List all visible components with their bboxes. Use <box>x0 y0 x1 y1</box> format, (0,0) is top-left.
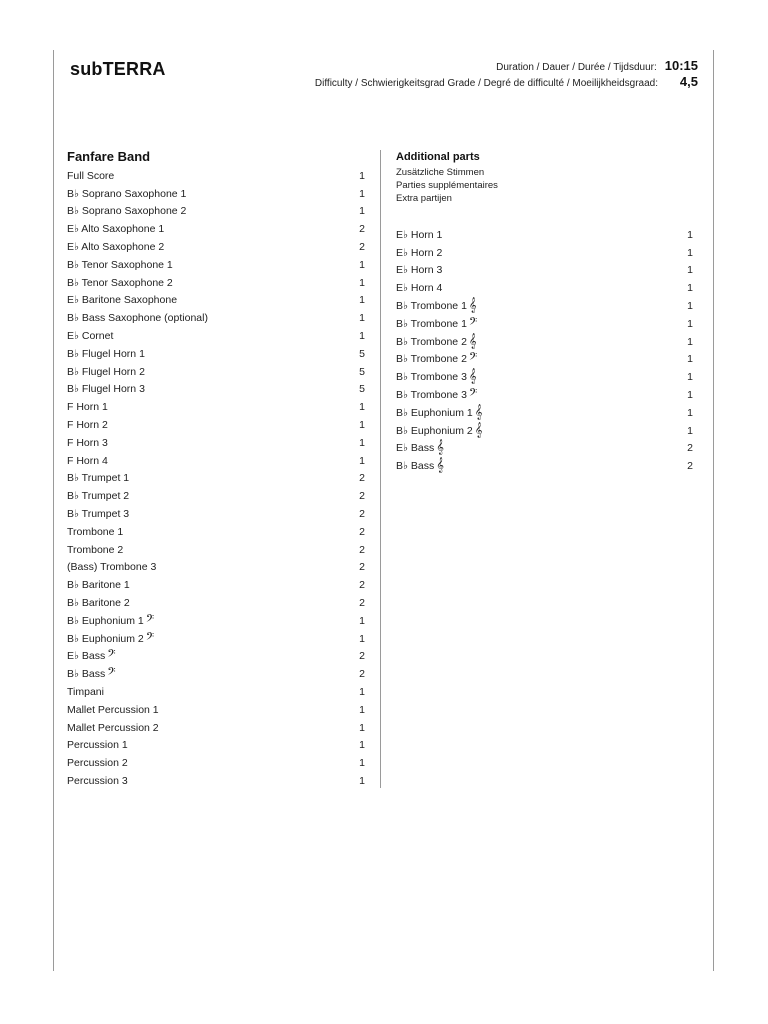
part-row <box>67 683 365 701</box>
part-name <box>67 775 128 787</box>
part-name <box>67 472 129 484</box>
part-name <box>67 611 155 627</box>
part-row <box>67 452 365 470</box>
part-quantity: 1 <box>359 258 365 271</box>
part-quantity: 5 <box>359 347 365 360</box>
part-name <box>396 386 478 402</box>
part-quantity: 1 <box>359 401 365 414</box>
part-quantity: 2 <box>359 223 365 236</box>
part-row <box>67 363 365 381</box>
part-label: E♭ Horn 2 <box>396 246 443 259</box>
bass-clef-icon: 𝄢 <box>468 386 478 402</box>
part-quantity: 1 <box>359 169 365 182</box>
bass-clef-icon: 𝄢 <box>145 611 155 627</box>
part-name <box>67 704 159 716</box>
part-name <box>396 368 477 384</box>
part-quantity: 1 <box>359 276 365 289</box>
part-quantity: 2 <box>359 561 365 574</box>
part-label: B♭ Flugel Horn 2 <box>67 365 145 378</box>
part-name <box>67 526 123 538</box>
part-name <box>67 330 113 342</box>
part-name <box>396 421 483 437</box>
treble-clef-icon: 𝄞 <box>468 332 477 348</box>
part-quantity: 1 <box>359 703 365 716</box>
part-label: F Horn 3 <box>67 436 108 449</box>
subtitle-dutch: Extra partijen <box>396 193 452 204</box>
treble-clef-icon: 𝄞 <box>468 297 477 313</box>
part-quantity: 1 <box>359 632 365 645</box>
part-row <box>67 470 365 488</box>
part-quantity: 2 <box>359 490 365 503</box>
part-label: B♭ Trombone 1 <box>396 300 467 313</box>
part-quantity: 2 <box>359 472 365 485</box>
part-name <box>396 297 477 313</box>
part-quantity: 1 <box>687 389 693 402</box>
part-quantity: 2 <box>359 543 365 556</box>
part-quantity: 1 <box>359 757 365 770</box>
part-quantity: 1 <box>687 371 693 384</box>
piece-meta <box>315 58 698 90</box>
part-row <box>67 220 365 238</box>
part-name <box>67 647 116 663</box>
part-name <box>67 188 186 200</box>
part-quantity: 2 <box>359 668 365 681</box>
part-quantity: 2 <box>359 525 365 538</box>
part-row <box>67 754 365 772</box>
part-quantity: 2 <box>359 579 365 592</box>
treble-clef-icon: 𝄞 <box>474 403 483 419</box>
part-label: B♭ Trumpet 1 <box>67 472 130 485</box>
part-label: E♭ Bass <box>67 650 106 663</box>
part-row <box>67 630 365 648</box>
part-quantity: 5 <box>359 383 365 396</box>
part-name <box>67 722 159 734</box>
part-label: (Bass) Trombone 3 <box>67 561 157 574</box>
part-row <box>67 309 365 327</box>
part-name <box>67 366 145 378</box>
part-label: B♭ Soprano Saxophone 2 <box>67 205 187 218</box>
part-row <box>396 315 693 333</box>
part-quantity: 1 <box>687 282 693 295</box>
part-quantity: 1 <box>359 739 365 752</box>
treble-clef-icon: 𝄞 <box>436 457 444 473</box>
part-label: E♭ Horn 3 <box>396 264 443 277</box>
part-name <box>67 739 128 751</box>
part-name <box>67 170 114 182</box>
part-row <box>67 665 365 683</box>
part-row <box>67 772 365 790</box>
part-name <box>67 437 108 449</box>
part-quantity: 2 <box>687 442 693 455</box>
treble-clef-icon: 𝄞 <box>468 368 477 384</box>
part-name <box>67 544 123 556</box>
part-row <box>396 333 693 351</box>
part-label: Full Score <box>67 169 115 182</box>
part-name <box>67 629 155 645</box>
part-quantity: 1 <box>359 721 365 734</box>
part-label: F Horn 1 <box>67 401 108 414</box>
part-quantity: 1 <box>359 614 365 627</box>
part-label: Mallet Percussion 1 <box>67 703 159 716</box>
part-row <box>396 297 693 315</box>
part-name <box>396 350 478 366</box>
part-quantity: 1 <box>687 317 693 330</box>
part-name <box>396 264 442 276</box>
part-label: F Horn 4 <box>67 454 108 467</box>
part-quantity: 5 <box>359 365 365 378</box>
part-name <box>67 508 129 520</box>
part-row <box>396 279 693 297</box>
bass-clef-icon: 𝄢 <box>468 314 478 330</box>
bass-clef-icon: 𝄢 <box>468 350 478 366</box>
part-row <box>396 351 693 369</box>
part-label: B♭ Euphonium 1 <box>67 614 144 627</box>
part-label: B♭ Trombone 2 <box>396 335 467 348</box>
part-label: B♭ Trombone 2 <box>396 353 467 366</box>
part-quantity: 1 <box>359 330 365 343</box>
fanfare-band-column <box>67 148 365 790</box>
part-quantity: 2 <box>359 650 365 663</box>
treble-clef-icon: 𝄞 <box>436 439 444 455</box>
part-label: B♭ Trombone 3 <box>396 389 467 402</box>
right-margin-rule <box>713 50 714 971</box>
part-label: B♭ Euphonium 1 <box>396 406 473 419</box>
part-row <box>67 274 365 292</box>
difficulty-row <box>315 74 698 90</box>
part-label: B♭ Baritone 2 <box>67 597 130 610</box>
part-name <box>67 401 108 413</box>
part-row <box>67 416 365 434</box>
part-label: Trombone 1 <box>67 525 124 538</box>
part-name <box>67 490 129 502</box>
part-row <box>67 576 365 594</box>
part-name <box>396 403 483 419</box>
part-row <box>396 368 693 386</box>
part-label: E♭ Bass <box>396 442 435 455</box>
part-name <box>67 205 186 217</box>
part-label: B♭ Flugel Horn 1 <box>67 347 145 360</box>
part-row <box>396 386 693 404</box>
part-label: B♭ Soprano Saxophone 1 <box>67 187 187 200</box>
part-label: Percussion 3 <box>67 774 128 787</box>
part-quantity: 1 <box>359 312 365 325</box>
part-label: Percussion 1 <box>67 739 128 752</box>
part-name <box>396 439 444 455</box>
part-name <box>67 686 104 698</box>
difficulty-value: 4,5 <box>679 74 698 89</box>
part-row <box>396 440 693 458</box>
part-row <box>67 523 365 541</box>
part-label: B♭ Flugel Horn 3 <box>67 383 145 396</box>
part-name <box>67 757 128 769</box>
part-name <box>67 348 145 360</box>
part-name <box>396 229 442 241</box>
part-row <box>67 737 365 755</box>
additional-subtitles <box>396 166 693 205</box>
part-row <box>67 327 365 345</box>
part-row <box>67 434 365 452</box>
part-label: Mallet Percussion 2 <box>67 721 159 734</box>
part-quantity: 2 <box>359 241 365 254</box>
part-quantity: 2 <box>687 460 693 473</box>
part-label: B♭ Euphonium 2 <box>396 424 473 437</box>
part-row <box>67 345 365 363</box>
left-margin-rule <box>53 50 54 971</box>
part-label: B♭ Bass <box>67 668 106 681</box>
bass-clef-icon: 𝄢 <box>145 629 155 645</box>
part-quantity: 2 <box>359 508 365 521</box>
part-label: E♭ Alto Saxophone 1 <box>67 223 165 236</box>
part-row <box>396 262 693 280</box>
part-label: B♭ Trumpet 2 <box>67 490 130 503</box>
fanfare-band-title: Fanfare Band <box>67 149 151 164</box>
part-row <box>396 404 693 422</box>
additional-parts-title: Additional parts <box>396 151 480 163</box>
part-label: Timpani <box>67 686 104 698</box>
part-quantity: 1 <box>687 246 693 259</box>
fanfare-parts-list <box>67 167 365 790</box>
part-label: B♭ Tenor Saxophone 2 <box>67 276 173 289</box>
duration-row <box>315 58 698 74</box>
part-row <box>67 594 365 612</box>
bass-clef-icon: 𝄢 <box>107 647 116 663</box>
part-row <box>396 244 693 262</box>
part-quantity: 2 <box>359 597 365 610</box>
additional-parts-list <box>396 226 693 475</box>
column-divider <box>380 150 381 788</box>
additional-parts-column <box>396 148 693 475</box>
duration-label: Duration / Dauer / Durée / Tijdsduur: <box>496 62 657 73</box>
part-name <box>67 259 173 271</box>
duration-value: 10:15 <box>664 58 698 73</box>
part-name <box>67 223 164 235</box>
piece-title: subTERRA <box>70 59 166 79</box>
part-name <box>396 314 478 330</box>
part-quantity: 1 <box>359 454 365 467</box>
difficulty-label: Difficulty / Schwierigkeitsgrad Grade / Degré de difficulté / Moeilijkheidsgraad: <box>314 78 658 89</box>
part-label: B♭ Trombone 3 <box>396 371 467 384</box>
part-label: B♭ Tenor Saxophone 1 <box>67 258 173 271</box>
part-label: E♭ Baritone Saxophone <box>67 294 178 307</box>
part-row <box>67 167 365 185</box>
part-label: B♭ Trombone 1 <box>396 317 467 330</box>
part-quantity: 1 <box>687 228 693 241</box>
part-name <box>67 579 130 591</box>
part-quantity: 1 <box>687 406 693 419</box>
part-label: Percussion 2 <box>67 757 128 770</box>
part-row <box>67 185 365 203</box>
part-row <box>396 457 693 475</box>
part-name <box>396 332 477 348</box>
part-name <box>67 561 156 573</box>
part-label: E♭ Cornet <box>67 330 114 343</box>
part-quantity: 1 <box>687 300 693 313</box>
part-quantity: 1 <box>359 205 365 218</box>
part-row <box>67 487 365 505</box>
part-row <box>67 701 365 719</box>
part-row <box>67 238 365 256</box>
part-quantity: 1 <box>359 436 365 449</box>
part-name <box>67 277 173 289</box>
part-name <box>396 282 442 294</box>
subtitle-german: Zusätzliche Stimmen <box>396 167 485 178</box>
part-name <box>67 419 108 431</box>
part-row <box>67 256 365 274</box>
part-label: B♭ Trumpet 3 <box>67 508 130 521</box>
part-label: B♭ Baritone 1 <box>67 579 130 592</box>
part-row <box>67 612 365 630</box>
part-label: E♭ Alto Saxophone 2 <box>67 241 165 254</box>
part-quantity: 1 <box>359 294 365 307</box>
part-quantity: 1 <box>687 353 693 366</box>
part-row <box>396 422 693 440</box>
part-label: E♭ Horn 1 <box>396 228 443 241</box>
part-label: B♭ Euphonium 2 <box>67 632 144 645</box>
part-name <box>67 294 177 306</box>
part-row <box>67 559 365 577</box>
part-name <box>396 247 442 259</box>
part-quantity: 1 <box>359 187 365 200</box>
part-row <box>67 719 365 737</box>
treble-clef-icon: 𝄞 <box>474 421 483 437</box>
part-quantity: 1 <box>359 419 365 432</box>
part-name <box>396 457 444 473</box>
part-quantity: 1 <box>687 264 693 277</box>
part-quantity: 1 <box>687 335 693 348</box>
part-label: F Horn 2 <box>67 419 108 432</box>
part-label: Trombone 2 <box>67 543 124 556</box>
part-row <box>67 541 365 559</box>
part-row <box>67 292 365 310</box>
part-name <box>67 597 130 609</box>
part-row <box>67 505 365 523</box>
part-name <box>67 665 116 681</box>
part-row <box>67 648 365 666</box>
part-name <box>67 383 145 395</box>
part-quantity: 1 <box>359 774 365 787</box>
part-name <box>67 455 108 467</box>
subtitle-french: Parties supplémentaires <box>396 180 498 191</box>
part-label: B♭ Bass Saxophone (optional) <box>67 312 208 325</box>
part-row <box>67 381 365 399</box>
part-quantity: 1 <box>687 424 693 437</box>
part-quantity: 1 <box>359 686 365 698</box>
part-row <box>396 226 693 244</box>
bass-clef-icon: 𝄢 <box>107 665 116 681</box>
part-name <box>67 312 208 324</box>
part-label: E♭ Horn 4 <box>396 282 443 295</box>
part-row <box>67 203 365 221</box>
part-name <box>67 241 164 253</box>
part-row <box>67 398 365 416</box>
part-label: B♭ Bass <box>396 460 435 473</box>
